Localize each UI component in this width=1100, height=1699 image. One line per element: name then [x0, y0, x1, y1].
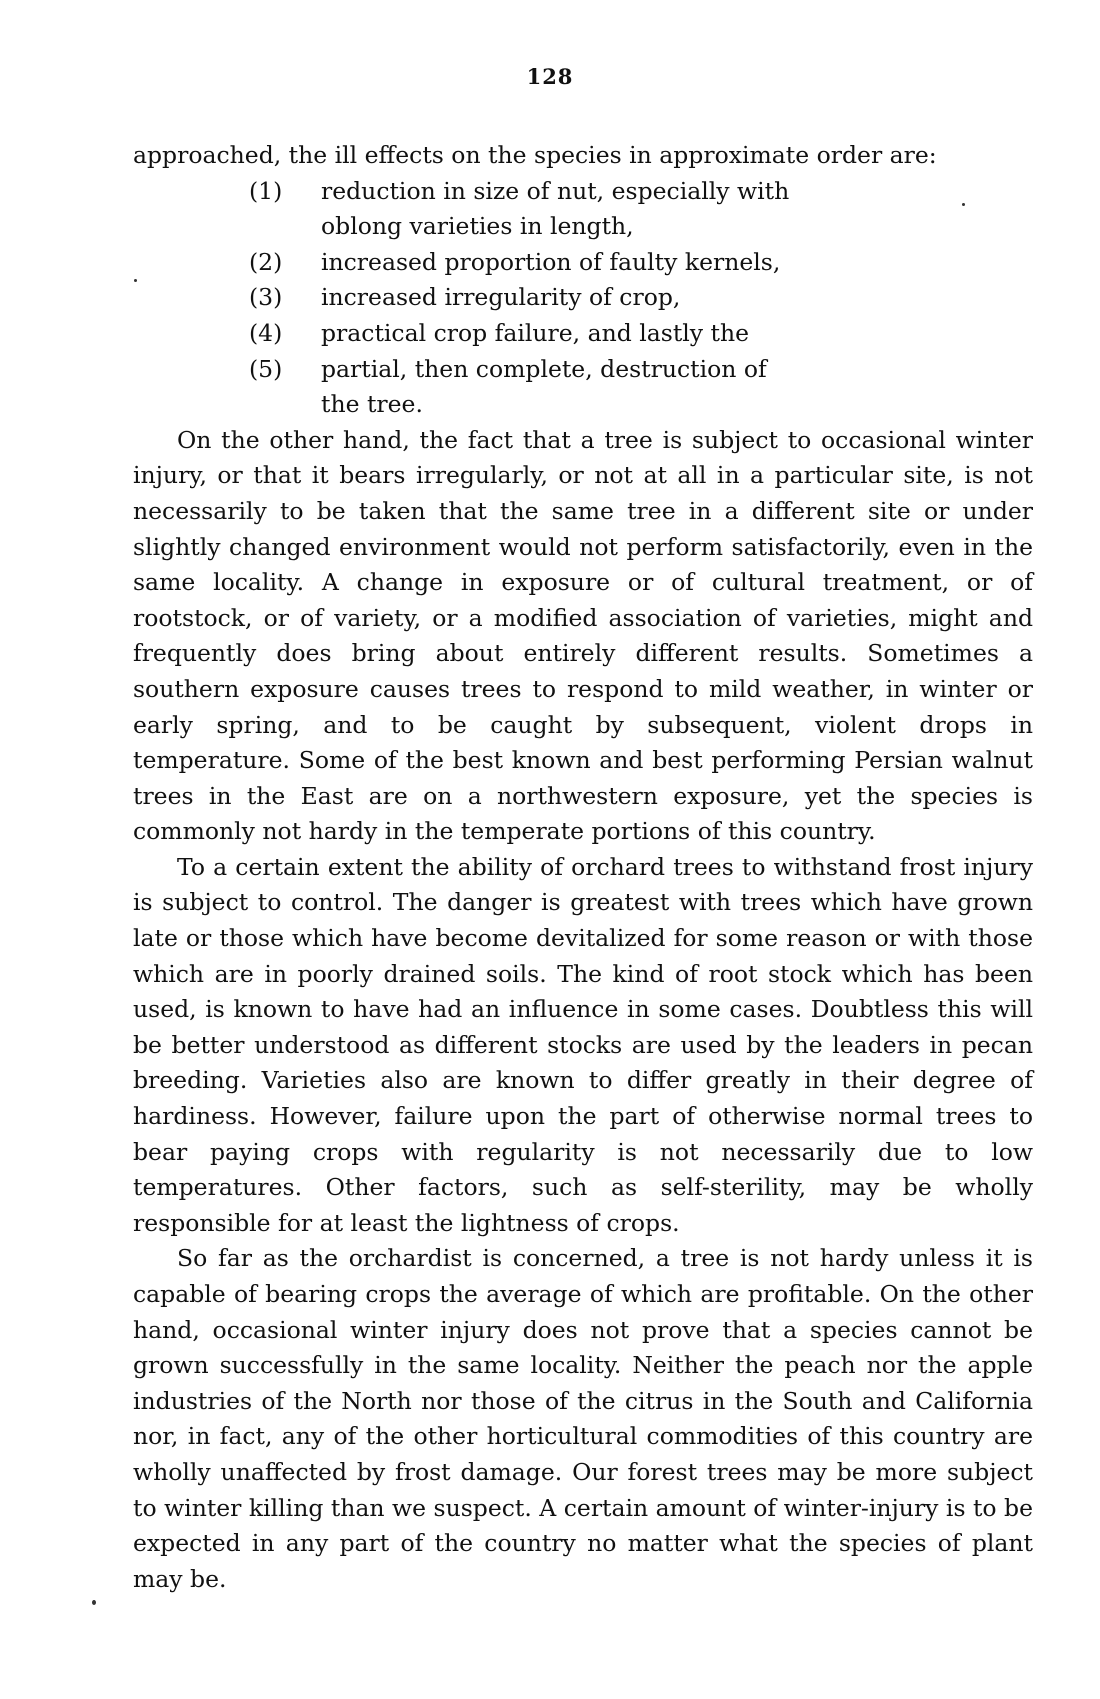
list-item-number: (4): [249, 318, 283, 347]
list-item-text: increased irregularity of crop,: [321, 283, 681, 312]
list-item: [249, 174, 1033, 245]
scan-speck: [134, 279, 137, 282]
list-item-text: practical crop failure, and lastly the: [321, 318, 750, 347]
list-item-number: (2): [249, 247, 283, 276]
list-item-number: (3): [249, 283, 283, 312]
list-item-text: partial, then complete, destruction of the tree.: [321, 354, 767, 419]
list-item-text: increased proportion of faulty kernels,: [321, 247, 781, 276]
scan-speck: [962, 203, 965, 206]
scan-speck: [92, 1600, 96, 1605]
page-number: 128: [526, 64, 574, 89]
intro-line: approached, the ill effects on the species in approximate order are:: [133, 141, 937, 169]
page-body: [133, 138, 1033, 1597]
paragraph-frost-control: To a certain extent the ability of orchard trees to withstand frost injury is subject to control. The danger is greatest with trees which have grown late or those which have become devitalized for some reason or with those which are in poorly drained soils. The kind of root stock which has been used, is known to have had an influence in some cases. Doubtless this will be better understood as different stocks are used by the leaders in pecan breeding. Varieties also are known to differ greatly in their degree of hardiness. However, failure upon the part of otherwise normal trees to bear paying crops with regularity is not necessarily due to low temperatures. Other factors, such as self-sterility, may be wholly responsible for at least the lightness of crops.: [133, 852, 1033, 1237]
list-item: [249, 245, 1033, 281]
paragraph-hardiness: So far as the orchardist is concerned, a tree is not hardy unless it is capable of bearing crops the average of which are profitable. On the other hand, occasional winter injury does not prove that a species cannot be grown successfully in the same locality. Neither the peach nor the apple industries of the North nor those of the citrus in the South and California nor, in fact, any of the other horticultural commodities of this country are wholly unaffected by frost damage. Our forest trees may be more subject to winter killing than we suspect. A certain amount of winter-injury is to be expected in any part of the country no matter what the species of plant may be.: [133, 1244, 1033, 1593]
effects-list: [133, 174, 1033, 423]
list-item: [249, 316, 1033, 352]
list-item-number: (1): [249, 176, 283, 205]
list-item: [249, 280, 1033, 316]
list-item: [249, 352, 1033, 423]
paragraph-winter-injury: On the other hand, the fact that a tree is subject to occasional winter injury, or that it bears irregularly, or not at all in a particular site, is not necessarily to be taken that the same tree in a different site or under slightly changed environment would not perform satisfactorily, even in the same locality. A change in exposure or of cultural treatment, or of rootstock, or of variety, or a modified association of varieties, might and frequently does bring about entirely different results. Sometimes a southern exposure causes trees to respond to mild weather, in winter or early spring, and to be caught by subsequent, violent drops in temperature. Some of the best known and best performing Persian walnut trees in the East are on a northwestern exposure, yet the species is commonly not hardy in the temperate portions of this country.: [133, 425, 1033, 846]
list-item-number: (5): [249, 354, 283, 383]
list-item-text: reduction in size of nut, especially with oblong varieties in length,: [321, 176, 790, 241]
